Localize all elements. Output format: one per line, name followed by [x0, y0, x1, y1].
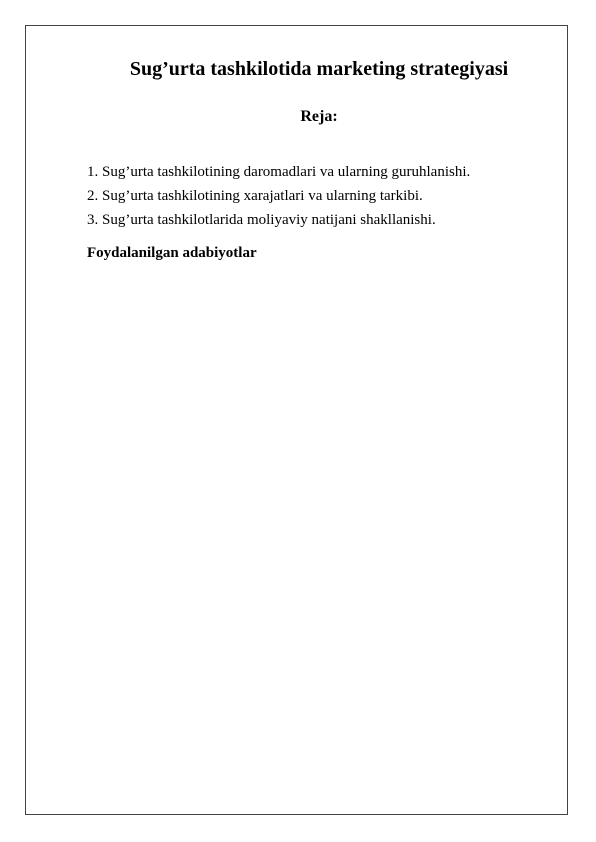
plan-heading: Reja:: [300, 108, 338, 125]
plan-list: [87, 162, 470, 234]
plan-item-2: 2. Sug’urta tashkilotining xarajatlari va ularning tarkibi.: [87, 188, 423, 204]
plan-item-3: 3. Sug’urta tashkilotlarida moliyaviy natijani shakllanishi.: [87, 212, 436, 228]
document-title: Sug’urta tashkilotida marketing strategiyasi: [129, 58, 509, 80]
page-border-frame: [25, 25, 568, 815]
plan-item-1: 1. Sug’urta tashkilotining daromadlari va ularning guruhlanishi.: [87, 164, 471, 180]
references-heading: Foydalanilgan adabiyotlar: [87, 245, 257, 261]
